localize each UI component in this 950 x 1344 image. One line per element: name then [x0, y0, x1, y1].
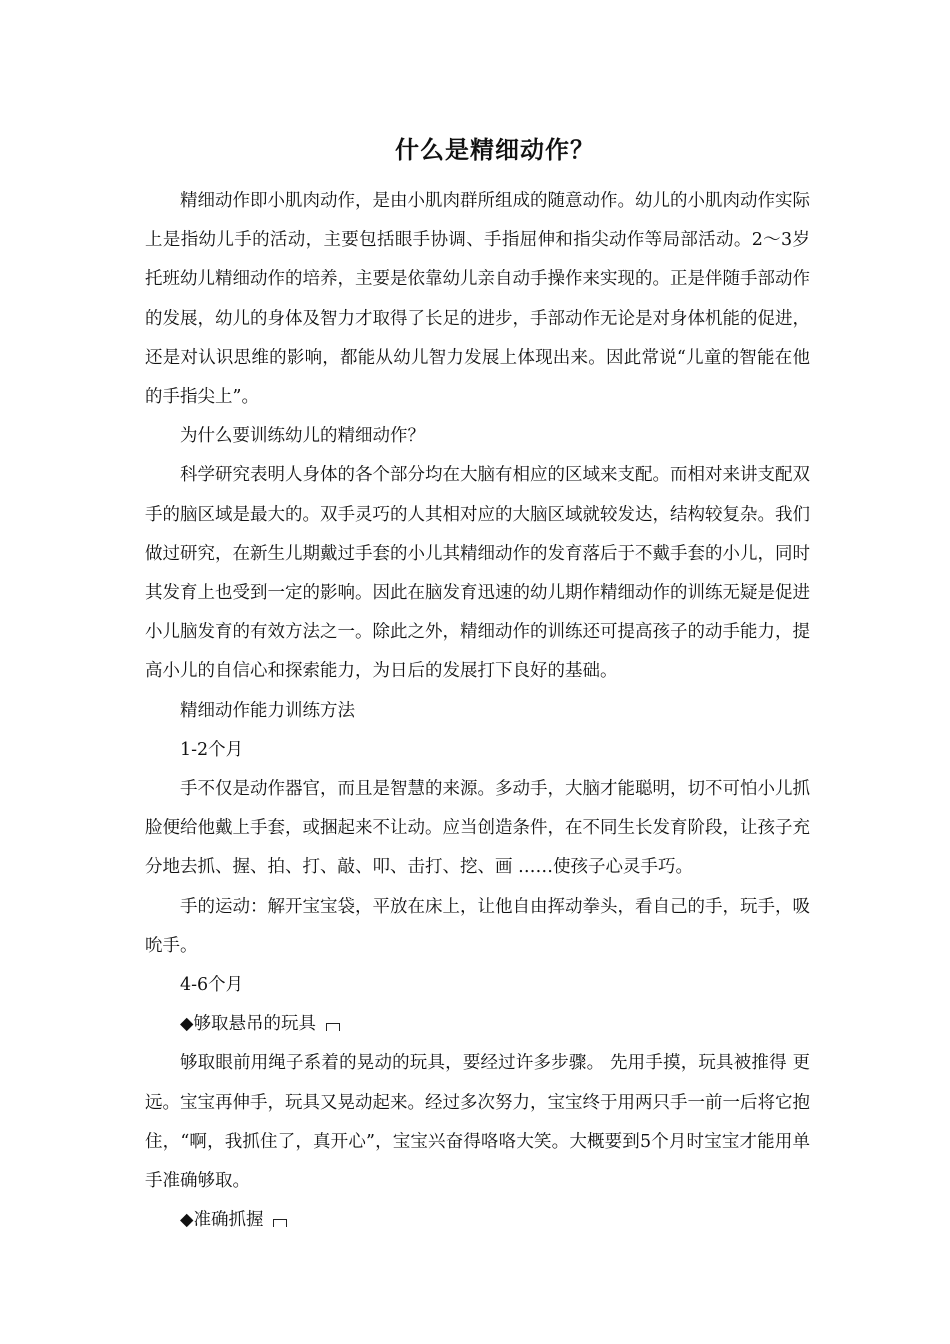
- paragraph-hands-intelligence: 手不仅是动作器官，而且是智慧的来源。多动手，大脑才能聪明，切不可怕小儿抓脸便给他戴上手套，或捆起来不让动。应当创造条件，在不同生长发育阶段，让孩子充分地去抓、握、拍、打、敲、叩、击打、挖、画 ……使孩子心灵手巧。: [145, 779, 810, 878]
- item-accurate-grasp: [145, 1201, 810, 1240]
- subheading-4-6-months: 4-6个月: [180, 975, 244, 996]
- paragraph-definition: 精细动作即小肌肉动作，是由小肌肉群所组成的随意动作。幼儿的小肌肉动作实际上是指幼儿手的活动，主要包括眼手协调、手指屈伸和指尖动作等局部活动。2～3岁托班幼儿精细动作的培养，主要是依靠幼儿亲自动手操作来实现的。正是伴随手部动作的发展，幼儿的身体及智力才取得了长足的进步，手部动作无论是对身体机能的促进，还是对认识思维的影响，都能从幼儿智力发展上体现出来。因此常说“儿童的智能在他的手指尖上”。: [145, 191, 810, 408]
- subheading-why-train: 为什么要训练幼儿的精细动作？: [180, 426, 425, 447]
- paragraph-hand-movement: 手的运动：解开宝宝袋，平放在床上，让他自由挥动拳头，看自己的手，玩手，吸吮手。: [145, 896, 810, 956]
- paragraph-reaching: 够取眼前用绳子系着的晃动的玩具，要经过许多步骤。 先用手摸，玩具被推得 更远。宝宝再伸手，玩具又晃动起来。经过多次努力，宝宝终于用两只手一前一后将它抱住，“啊，我抓住了，真开心”，宝宝兴奋得咯咯大笑。大概要到5个月时宝宝才能用单手准确够取。: [145, 1053, 810, 1192]
- document-title: 什么是精细动作？: [395, 135, 595, 164]
- subheading-1-2-months: 1-2个月: [180, 739, 244, 760]
- paragraph-research: 科学研究表明人身体的各个部分均在大脑有相应的区域来支配。而相对来讲支配双手的脑区域是最大的。双手灵巧的人其相对应的大脑区域就较发达，结构较复杂。我们做过研究，在新生儿期戴过手套的小儿其精细动作的发育落后于不戴手套的小儿，同时其发育上也受到一定的影响。因此在脑发育迅速的幼儿期作精细动作的训练无疑是促进小儿脑发育的有效方法之一。除此之外，精细动作的训练还可提高孩子的动手能力，提高小儿的自信心和探索能力，为日后的发展打下良好的基础。: [145, 465, 810, 682]
- item-accurate-grasp-label: ◆准确抓握: [180, 1210, 264, 1231]
- document-body: [145, 182, 810, 1240]
- item-reach-hanging-toy-label: ◆够取悬吊的玩具: [180, 1014, 316, 1035]
- section-mark-icon: [273, 1219, 287, 1227]
- item-reach-hanging-toy: [145, 1005, 810, 1044]
- section-mark-icon: [326, 1023, 340, 1031]
- subheading-training-methods: 精细动作能力训练方法: [180, 700, 355, 721]
